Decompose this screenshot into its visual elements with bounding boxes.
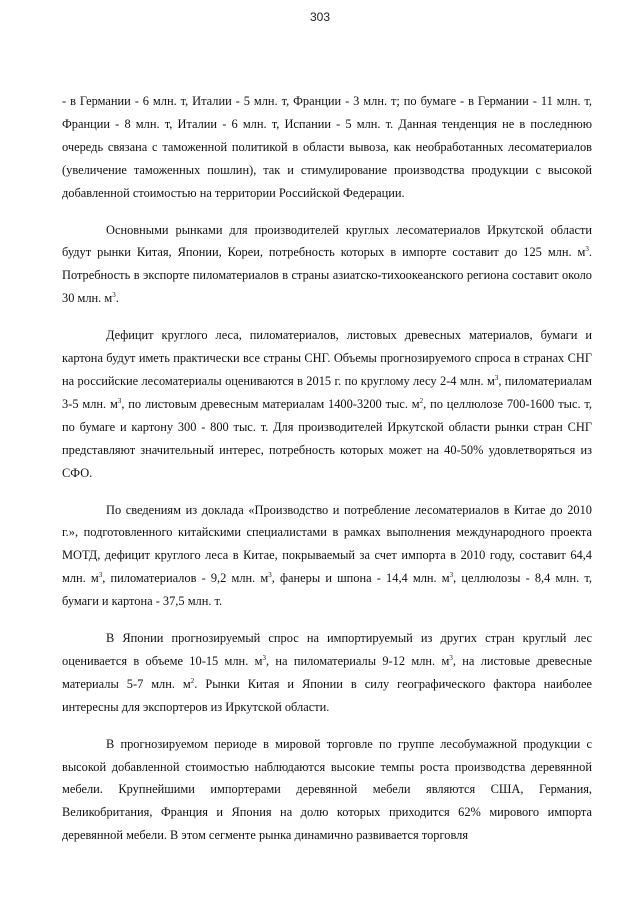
paragraph <box>62 627 592 719</box>
text-run: - в Германии - 6 млн. т, Италии - 5 млн. т, Франции - 3 млн. т; по бумаге - в Германии - 11 млн. т, Франции - 8 млн. т, Италии - 6 млн. т, Испании - 5 млн. т. Данная тенденция не в последнюю очередь связана с таможенной политикой в области вывоза, как необработанных лесоматериалов (увеличение таможенных пошлин), так и стимулирование производства продукции с высокой добавленной стоимостью на территории Российской Федерации. <box>62 94 592 200</box>
superscript: 3 <box>268 571 272 580</box>
paragraph <box>62 90 592 205</box>
text-run: , фанеры и шпона - 14,4 млн. м <box>271 571 450 586</box>
paragraph <box>62 219 592 311</box>
superscript: 2 <box>419 396 424 405</box>
text-run: , на пиломатериалы 9-12 млн. м <box>265 653 450 668</box>
superscript: 3 <box>585 245 589 254</box>
text-run: По сведениям из доклада «Производство и потребление лесоматериалов в Китае до 2010 г.», подготовленного китайскими специалистами в рамках выполнения международного проекта МОТД, дефицит круглого леса в Китае, покрываемый за счет импорта в 2010 году, составит 64,4 млн. м <box>62 502 592 586</box>
text-run: , по целлюлозе 700-1600 тыс. т, по бумаге и картону 300 - 800 тыс. т. Для производителей Иркутской области рынки стран СНГ представляют значительный интерес, потребность которых может на 40-50% удовлетворяться из СФО. <box>62 396 592 480</box>
text-run: . Рынки Китая и Японии в силу географического фактора наиболее интересны для экспортеров из Иркутской области. <box>62 676 592 714</box>
superscript: 3 <box>494 373 499 382</box>
text-run: Основными рынками для производителей круглых лесоматериалов Иркутской области будут рынки Китая, Японии, Кореи, потребность которых в импорте составит до 125 млн. м <box>62 222 592 260</box>
superscript: 3 <box>449 653 453 662</box>
text-run: Дефицит круглого леса, пиломатериалов, листовых древесных материалов, бумаги и картона будут иметь практически все страны СНГ. Объемы прогнозируемого спроса в странах СНГ на российские лесоматериалы оцениваются в 2015 г. по круглому лесу 2-4 млн. м <box>62 328 592 388</box>
paragraph <box>62 324 592 484</box>
paragraph <box>62 733 592 848</box>
text-run: . <box>115 291 119 306</box>
superscript: 3 <box>98 571 103 580</box>
text-run: , пиломатериалам 3-5 млн. м <box>62 373 592 411</box>
superscript: 2 <box>190 676 195 685</box>
text-run: В Японии прогнозируемый спрос на импортируемый из других стран круглый лес оценивается в объеме 10-15 млн. м <box>62 631 592 668</box>
superscript: 3 <box>117 396 122 405</box>
text-run: . Потребность в экспорте пиломатериалов в страны азиатско-тихоокеанского региона составит около 30 млн. м <box>62 245 592 306</box>
text-run: , по листовым древесным материалам 1400-3200 тыс. м <box>121 396 420 411</box>
superscript: 3 <box>449 571 454 580</box>
paragraph <box>62 499 592 614</box>
text-run: , на листовые древесные материалы 5-7 млн. м <box>62 653 592 691</box>
page-body <box>62 90 592 861</box>
superscript: 3 <box>112 291 116 300</box>
text-run: , пиломатериалов - 9,2 млн. м <box>102 571 269 586</box>
superscript: 3 <box>262 653 266 662</box>
text-run: В прогнозируемом периоде в мировой торговле по группе лесобумажной продукции с высокой добавленной стоимостью наблюдаются высокие темпы роста производства деревянной мебели. Крупнейшими импортерами деревянной мебели являются США, Германия, Великобритания, Франция и Япония на долю которых приходится 62% мирового импорта деревянной мебели. В этом сегменте рынка динамично развивается торговля <box>62 736 592 843</box>
text-run: , целлюлозы - 8,4 млн. т, бумаги и картона - 37,5 млн. т. <box>62 571 592 609</box>
page-number: 303 <box>309 10 331 24</box>
